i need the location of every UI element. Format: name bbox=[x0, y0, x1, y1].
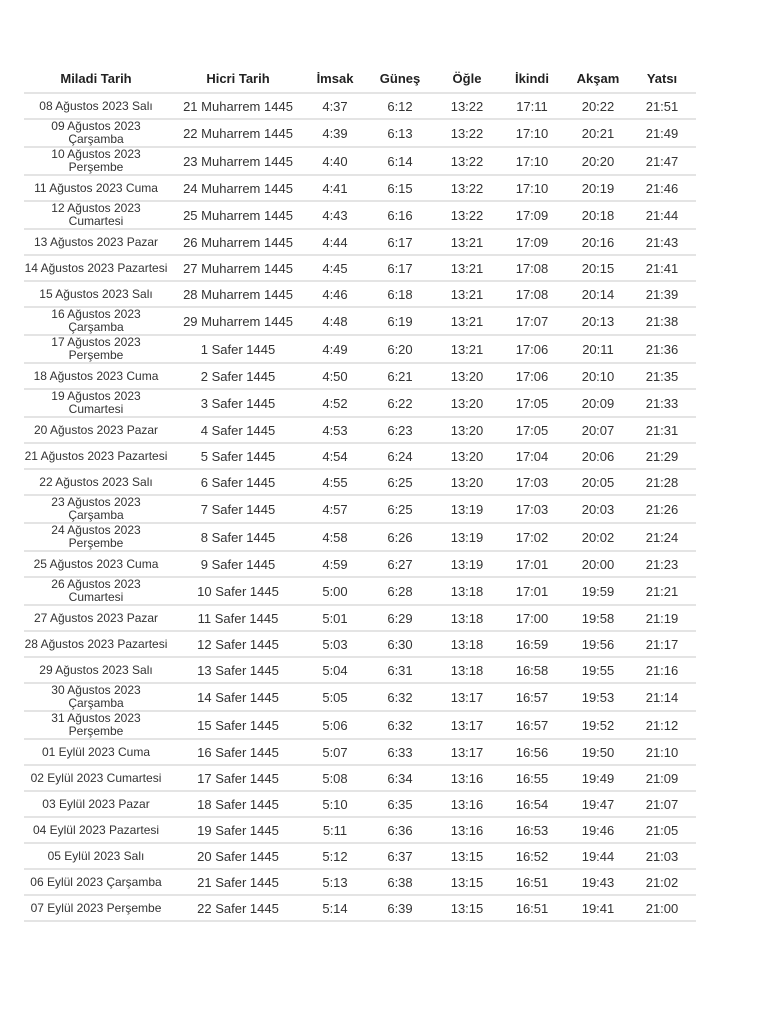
ogle-cell: 13:20 bbox=[438, 417, 496, 443]
imsak-cell: 5:08 bbox=[308, 765, 362, 791]
hicri-tarih-cell: 2 Safer 1445 bbox=[168, 363, 308, 389]
hicri-tarih-cell: 12 Safer 1445 bbox=[168, 631, 308, 657]
imsak-cell: 4:37 bbox=[308, 93, 362, 119]
header-imsak: İmsak bbox=[316, 70, 354, 86]
imsak-cell: 5:14 bbox=[308, 895, 362, 921]
ikindi-cell: 16:57 bbox=[496, 683, 568, 711]
yatsi-cell: 21:17 bbox=[628, 631, 696, 657]
ikindi-cell: 16:56 bbox=[496, 739, 568, 765]
miladi-tarih-cell: 02 Eylül 2023 Cumartesi bbox=[24, 765, 168, 791]
aksam-cell: 20:14 bbox=[568, 281, 628, 307]
imsak-cell: 4:55 bbox=[308, 469, 362, 495]
gunes-cell: 6:28 bbox=[362, 577, 438, 605]
yatsi-cell: 21:29 bbox=[628, 443, 696, 469]
imsak-cell: 5:10 bbox=[308, 791, 362, 817]
imsak-cell: 4:58 bbox=[308, 523, 362, 551]
imsak-cell: 4:45 bbox=[308, 255, 362, 281]
ikindi-cell: 17:02 bbox=[496, 523, 568, 551]
table-row bbox=[24, 895, 696, 921]
aksam-cell: 20:15 bbox=[568, 255, 628, 281]
hicri-tarih-cell: 11 Safer 1445 bbox=[168, 605, 308, 631]
imsak-cell: 5:06 bbox=[308, 711, 362, 739]
hicri-tarih-cell: 28 Muharrem 1445 bbox=[168, 281, 308, 307]
gunes-cell: 6:25 bbox=[362, 469, 438, 495]
ogle-cell: 13:17 bbox=[438, 683, 496, 711]
yatsi-cell: 21:07 bbox=[628, 791, 696, 817]
table-row bbox=[24, 443, 696, 469]
ikindi-cell: 17:03 bbox=[496, 495, 568, 523]
table-row bbox=[24, 307, 696, 335]
ogle-cell: 13:22 bbox=[438, 147, 496, 175]
gunes-cell: 6:18 bbox=[362, 281, 438, 307]
ikindi-cell: 17:01 bbox=[496, 551, 568, 577]
ogle-cell: 13:16 bbox=[438, 817, 496, 843]
table-row bbox=[24, 93, 696, 119]
ikindi-cell: 16:51 bbox=[496, 895, 568, 921]
yatsi-cell: 21:44 bbox=[628, 201, 696, 229]
aksam-cell: 19:56 bbox=[568, 631, 628, 657]
ikindi-cell: 17:09 bbox=[496, 229, 568, 255]
table-row bbox=[24, 631, 696, 657]
aksam-cell: 20:18 bbox=[568, 201, 628, 229]
ogle-cell: 13:22 bbox=[438, 201, 496, 229]
gunes-cell: 6:35 bbox=[362, 791, 438, 817]
ikindi-cell: 17:05 bbox=[496, 389, 568, 417]
header-aksam: Akşam bbox=[576, 70, 620, 86]
ikindi-cell: 17:10 bbox=[496, 119, 568, 147]
miladi-tarih-cell: 27 Ağustos 2023 Pazar bbox=[24, 605, 168, 631]
hicri-tarih-cell: 13 Safer 1445 bbox=[168, 657, 308, 683]
ogle-cell: 13:15 bbox=[438, 843, 496, 869]
ikindi-cell: 17:04 bbox=[496, 443, 568, 469]
yatsi-cell: 21:28 bbox=[628, 469, 696, 495]
aksam-cell: 20:10 bbox=[568, 363, 628, 389]
hicri-tarih-cell: 18 Safer 1445 bbox=[168, 791, 308, 817]
aksam-cell: 19:58 bbox=[568, 605, 628, 631]
gunes-cell: 6:38 bbox=[362, 869, 438, 895]
gunes-cell: 6:21 bbox=[362, 363, 438, 389]
aksam-cell: 19:53 bbox=[568, 683, 628, 711]
table-body bbox=[24, 93, 696, 921]
imsak-cell: 5:05 bbox=[308, 683, 362, 711]
yatsi-cell: 21:33 bbox=[628, 389, 696, 417]
imsak-cell: 4:44 bbox=[308, 229, 362, 255]
miladi-tarih-cell: 14 Ağustos 2023 Pazartesi bbox=[24, 255, 168, 281]
table-row bbox=[24, 255, 696, 281]
table-row bbox=[24, 335, 696, 363]
ogle-cell: 13:19 bbox=[438, 523, 496, 551]
imsak-cell: 4:43 bbox=[308, 201, 362, 229]
ikindi-cell: 17:08 bbox=[496, 255, 568, 281]
imsak-cell: 4:48 bbox=[308, 307, 362, 335]
imsak-cell: 5:12 bbox=[308, 843, 362, 869]
prayer-times-table bbox=[24, 64, 696, 922]
yatsi-cell: 21:24 bbox=[628, 523, 696, 551]
table-row bbox=[24, 229, 696, 255]
yatsi-cell: 21:31 bbox=[628, 417, 696, 443]
ogle-cell: 13:21 bbox=[438, 307, 496, 335]
ikindi-cell: 17:03 bbox=[496, 469, 568, 495]
imsak-cell: 4:54 bbox=[308, 443, 362, 469]
gunes-cell: 6:15 bbox=[362, 175, 438, 201]
yatsi-cell: 21:21 bbox=[628, 577, 696, 605]
hicri-tarih-cell: 17 Safer 1445 bbox=[168, 765, 308, 791]
gunes-cell: 6:37 bbox=[362, 843, 438, 869]
hicri-tarih-cell: 27 Muharrem 1445 bbox=[168, 255, 308, 281]
hicri-tarih-cell: 9 Safer 1445 bbox=[168, 551, 308, 577]
aksam-cell: 20:00 bbox=[568, 551, 628, 577]
ogle-cell: 13:22 bbox=[438, 119, 496, 147]
aksam-cell: 20:11 bbox=[568, 335, 628, 363]
ikindi-cell: 17:11 bbox=[496, 93, 568, 119]
hicri-tarih-cell: 3 Safer 1445 bbox=[168, 389, 308, 417]
miladi-tarih-cell: 10 Ağustos 2023 Perşembe bbox=[24, 147, 168, 175]
hicri-tarih-cell: 21 Safer 1445 bbox=[168, 869, 308, 895]
ikindi-cell: 17:10 bbox=[496, 147, 568, 175]
table-row bbox=[24, 119, 696, 147]
yatsi-cell: 21:26 bbox=[628, 495, 696, 523]
table-row bbox=[24, 577, 696, 605]
hicri-tarih-cell: 25 Muharrem 1445 bbox=[168, 201, 308, 229]
yatsi-cell: 21:12 bbox=[628, 711, 696, 739]
aksam-cell: 19:52 bbox=[568, 711, 628, 739]
imsak-cell: 5:04 bbox=[308, 657, 362, 683]
aksam-cell: 19:49 bbox=[568, 765, 628, 791]
table-row bbox=[24, 469, 696, 495]
gunes-cell: 6:22 bbox=[362, 389, 438, 417]
hicri-tarih-cell: 5 Safer 1445 bbox=[168, 443, 308, 469]
gunes-cell: 6:32 bbox=[362, 683, 438, 711]
gunes-cell: 6:32 bbox=[362, 711, 438, 739]
yatsi-cell: 21:05 bbox=[628, 817, 696, 843]
imsak-cell: 4:49 bbox=[308, 335, 362, 363]
aksam-cell: 20:06 bbox=[568, 443, 628, 469]
gunes-cell: 6:19 bbox=[362, 307, 438, 335]
ogle-cell: 13:20 bbox=[438, 389, 496, 417]
miladi-tarih-cell: 04 Eylül 2023 Pazartesi bbox=[24, 817, 168, 843]
header-gunes: Güneş bbox=[379, 70, 421, 86]
table-row bbox=[24, 765, 696, 791]
imsak-cell: 4:41 bbox=[308, 175, 362, 201]
imsak-cell: 4:57 bbox=[308, 495, 362, 523]
miladi-tarih-cell: 19 Ağustos 2023 Cumartesi bbox=[24, 389, 168, 417]
yatsi-cell: 21:43 bbox=[628, 229, 696, 255]
hicri-tarih-cell: 22 Safer 1445 bbox=[168, 895, 308, 921]
imsak-cell: 5:13 bbox=[308, 869, 362, 895]
hicri-tarih-cell: 24 Muharrem 1445 bbox=[168, 175, 308, 201]
miladi-tarih-cell: 26 Ağustos 2023 Cumartesi bbox=[24, 577, 168, 605]
gunes-cell: 6:36 bbox=[362, 817, 438, 843]
ikindi-cell: 16:53 bbox=[496, 817, 568, 843]
miladi-tarih-cell: 18 Ağustos 2023 Cuma bbox=[24, 363, 168, 389]
gunes-cell: 6:29 bbox=[362, 605, 438, 631]
hicri-tarih-cell: 15 Safer 1445 bbox=[168, 711, 308, 739]
hicri-tarih-cell: 7 Safer 1445 bbox=[168, 495, 308, 523]
yatsi-cell: 21:36 bbox=[628, 335, 696, 363]
aksam-cell: 20:19 bbox=[568, 175, 628, 201]
ogle-cell: 13:22 bbox=[438, 175, 496, 201]
yatsi-cell: 21:23 bbox=[628, 551, 696, 577]
gunes-cell: 6:14 bbox=[362, 147, 438, 175]
table-row bbox=[24, 175, 696, 201]
table-row bbox=[24, 605, 696, 631]
ogle-cell: 13:21 bbox=[438, 255, 496, 281]
miladi-tarih-cell: 23 Ağustos 2023 Çarşamba bbox=[24, 495, 168, 523]
imsak-cell: 4:53 bbox=[308, 417, 362, 443]
aksam-cell: 20:07 bbox=[568, 417, 628, 443]
aksam-cell: 20:21 bbox=[568, 119, 628, 147]
gunes-cell: 6:23 bbox=[362, 417, 438, 443]
gunes-cell: 6:25 bbox=[362, 495, 438, 523]
miladi-tarih-cell: 11 Ağustos 2023 Cuma bbox=[24, 175, 168, 201]
table-header bbox=[24, 64, 696, 93]
yatsi-cell: 21:46 bbox=[628, 175, 696, 201]
miladi-tarih-cell: 06 Eylül 2023 Çarşamba bbox=[24, 869, 168, 895]
yatsi-cell: 21:49 bbox=[628, 119, 696, 147]
ogle-cell: 13:19 bbox=[438, 495, 496, 523]
miladi-tarih-cell: 29 Ağustos 2023 Salı bbox=[24, 657, 168, 683]
gunes-cell: 6:27 bbox=[362, 551, 438, 577]
table-row bbox=[24, 551, 696, 577]
ogle-cell: 13:18 bbox=[438, 577, 496, 605]
hicri-tarih-cell: 14 Safer 1445 bbox=[168, 683, 308, 711]
imsak-cell: 5:07 bbox=[308, 739, 362, 765]
imsak-cell: 5:03 bbox=[308, 631, 362, 657]
table-row bbox=[24, 417, 696, 443]
ogle-cell: 13:18 bbox=[438, 605, 496, 631]
miladi-tarih-cell: 24 Ağustos 2023 Perşembe bbox=[24, 523, 168, 551]
table-row bbox=[24, 389, 696, 417]
imsak-cell: 4:40 bbox=[308, 147, 362, 175]
aksam-cell: 19:50 bbox=[568, 739, 628, 765]
header-hicri-tarih: Hicri Tarih bbox=[206, 70, 270, 86]
ikindi-cell: 16:51 bbox=[496, 869, 568, 895]
ikindi-cell: 16:59 bbox=[496, 631, 568, 657]
table-row bbox=[24, 147, 696, 175]
imsak-cell: 4:52 bbox=[308, 389, 362, 417]
aksam-cell: 20:05 bbox=[568, 469, 628, 495]
miladi-tarih-cell: 28 Ağustos 2023 Pazartesi bbox=[24, 631, 168, 657]
table-row bbox=[24, 683, 696, 711]
hicri-tarih-cell: 16 Safer 1445 bbox=[168, 739, 308, 765]
yatsi-cell: 21:02 bbox=[628, 869, 696, 895]
table-row bbox=[24, 711, 696, 739]
miladi-tarih-cell: 25 Ağustos 2023 Cuma bbox=[24, 551, 168, 577]
ogle-cell: 13:20 bbox=[438, 363, 496, 389]
miladi-tarih-cell: 05 Eylül 2023 Salı bbox=[24, 843, 168, 869]
aksam-cell: 19:44 bbox=[568, 843, 628, 869]
gunes-cell: 6:34 bbox=[362, 765, 438, 791]
ogle-cell: 13:18 bbox=[438, 657, 496, 683]
ikindi-cell: 16:58 bbox=[496, 657, 568, 683]
ogle-cell: 13:20 bbox=[438, 469, 496, 495]
gunes-cell: 6:31 bbox=[362, 657, 438, 683]
ogle-cell: 13:19 bbox=[438, 551, 496, 577]
ogle-cell: 13:18 bbox=[438, 631, 496, 657]
header-ikindi: İkindi bbox=[515, 70, 549, 86]
hicri-tarih-cell: 19 Safer 1445 bbox=[168, 817, 308, 843]
header-ogle: Öğle bbox=[452, 70, 482, 86]
ogle-cell: 13:16 bbox=[438, 765, 496, 791]
aksam-cell: 20:22 bbox=[568, 93, 628, 119]
yatsi-cell: 21:09 bbox=[628, 765, 696, 791]
table-row bbox=[24, 843, 696, 869]
table-row bbox=[24, 495, 696, 523]
yatsi-cell: 21:16 bbox=[628, 657, 696, 683]
ikindi-cell: 16:55 bbox=[496, 765, 568, 791]
aksam-cell: 19:43 bbox=[568, 869, 628, 895]
miladi-tarih-cell: 31 Ağustos 2023 Perşembe bbox=[24, 711, 168, 739]
miladi-tarih-cell: 22 Ağustos 2023 Salı bbox=[24, 469, 168, 495]
ogle-cell: 13:17 bbox=[438, 739, 496, 765]
hicri-tarih-cell: 26 Muharrem 1445 bbox=[168, 229, 308, 255]
imsak-cell: 5:01 bbox=[308, 605, 362, 631]
miladi-tarih-cell: 08 Ağustos 2023 Salı bbox=[24, 93, 168, 119]
gunes-cell: 6:26 bbox=[362, 523, 438, 551]
yatsi-cell: 21:00 bbox=[628, 895, 696, 921]
miladi-tarih-cell: 20 Ağustos 2023 Pazar bbox=[24, 417, 168, 443]
header-yatsi: Yatsı bbox=[646, 70, 678, 86]
imsak-cell: 4:39 bbox=[308, 119, 362, 147]
ogle-cell: 13:15 bbox=[438, 869, 496, 895]
yatsi-cell: 21:10 bbox=[628, 739, 696, 765]
yatsi-cell: 21:19 bbox=[628, 605, 696, 631]
ogle-cell: 13:17 bbox=[438, 711, 496, 739]
hicri-tarih-cell: 23 Muharrem 1445 bbox=[168, 147, 308, 175]
miladi-tarih-cell: 17 Ağustos 2023 Perşembe bbox=[24, 335, 168, 363]
ikindi-cell: 16:57 bbox=[496, 711, 568, 739]
aksam-cell: 20:02 bbox=[568, 523, 628, 551]
ogle-cell: 13:15 bbox=[438, 895, 496, 921]
ikindi-cell: 16:52 bbox=[496, 843, 568, 869]
ogle-cell: 13:21 bbox=[438, 229, 496, 255]
hicri-tarih-cell: 10 Safer 1445 bbox=[168, 577, 308, 605]
gunes-cell: 6:33 bbox=[362, 739, 438, 765]
miladi-tarih-cell: 21 Ağustos 2023 Pazartesi bbox=[24, 443, 168, 469]
ikindi-cell: 17:09 bbox=[496, 201, 568, 229]
miladi-tarih-cell: 16 Ağustos 2023 Çarşamba bbox=[24, 307, 168, 335]
header-row bbox=[24, 64, 696, 93]
aksam-cell: 20:03 bbox=[568, 495, 628, 523]
yatsi-cell: 21:51 bbox=[628, 93, 696, 119]
hicri-tarih-cell: 6 Safer 1445 bbox=[168, 469, 308, 495]
yatsi-cell: 21:47 bbox=[628, 147, 696, 175]
miladi-tarih-cell: 15 Ağustos 2023 Salı bbox=[24, 281, 168, 307]
ikindi-cell: 17:07 bbox=[496, 307, 568, 335]
table-row bbox=[24, 363, 696, 389]
aksam-cell: 20:13 bbox=[568, 307, 628, 335]
imsak-cell: 4:50 bbox=[308, 363, 362, 389]
miladi-tarih-cell: 03 Eylül 2023 Pazar bbox=[24, 791, 168, 817]
aksam-cell: 19:47 bbox=[568, 791, 628, 817]
hicri-tarih-cell: 21 Muharrem 1445 bbox=[168, 93, 308, 119]
aksam-cell: 19:46 bbox=[568, 817, 628, 843]
yatsi-cell: 21:03 bbox=[628, 843, 696, 869]
miladi-tarih-cell: 09 Ağustos 2023 Çarşamba bbox=[24, 119, 168, 147]
hicri-tarih-cell: 1 Safer 1445 bbox=[168, 335, 308, 363]
miladi-tarih-cell: 01 Eylül 2023 Cuma bbox=[24, 739, 168, 765]
yatsi-cell: 21:14 bbox=[628, 683, 696, 711]
ogle-cell: 13:20 bbox=[438, 443, 496, 469]
hicri-tarih-cell: 4 Safer 1445 bbox=[168, 417, 308, 443]
ikindi-cell: 17:06 bbox=[496, 335, 568, 363]
ikindi-cell: 17:00 bbox=[496, 605, 568, 631]
header-miladi-tarih: Miladi Tarih bbox=[60, 70, 132, 86]
ogle-cell: 13:21 bbox=[438, 335, 496, 363]
table-row bbox=[24, 523, 696, 551]
ikindi-cell: 17:10 bbox=[496, 175, 568, 201]
hicri-tarih-cell: 8 Safer 1445 bbox=[168, 523, 308, 551]
table-row bbox=[24, 657, 696, 683]
table-row bbox=[24, 817, 696, 843]
yatsi-cell: 21:38 bbox=[628, 307, 696, 335]
gunes-cell: 6:17 bbox=[362, 255, 438, 281]
yatsi-cell: 21:39 bbox=[628, 281, 696, 307]
hicri-tarih-cell: 29 Muharrem 1445 bbox=[168, 307, 308, 335]
hicri-tarih-cell: 20 Safer 1445 bbox=[168, 843, 308, 869]
miladi-tarih-cell: 12 Ağustos 2023 Cumartesi bbox=[24, 201, 168, 229]
hicri-tarih-cell: 22 Muharrem 1445 bbox=[168, 119, 308, 147]
ogle-cell: 13:22 bbox=[438, 93, 496, 119]
imsak-cell: 4:59 bbox=[308, 551, 362, 577]
gunes-cell: 6:30 bbox=[362, 631, 438, 657]
ikindi-cell: 17:05 bbox=[496, 417, 568, 443]
table-row bbox=[24, 281, 696, 307]
yatsi-cell: 21:35 bbox=[628, 363, 696, 389]
aksam-cell: 19:55 bbox=[568, 657, 628, 683]
ikindi-cell: 17:01 bbox=[496, 577, 568, 605]
imsak-cell: 5:00 bbox=[308, 577, 362, 605]
table-row bbox=[24, 791, 696, 817]
aksam-cell: 20:09 bbox=[568, 389, 628, 417]
gunes-cell: 6:12 bbox=[362, 93, 438, 119]
gunes-cell: 6:20 bbox=[362, 335, 438, 363]
table-row bbox=[24, 201, 696, 229]
aksam-cell: 19:59 bbox=[568, 577, 628, 605]
ikindi-cell: 17:06 bbox=[496, 363, 568, 389]
imsak-cell: 5:11 bbox=[308, 817, 362, 843]
aksam-cell: 20:16 bbox=[568, 229, 628, 255]
aksam-cell: 19:41 bbox=[568, 895, 628, 921]
miladi-tarih-cell: 07 Eylül 2023 Perşembe bbox=[24, 895, 168, 921]
gunes-cell: 6:24 bbox=[362, 443, 438, 469]
gunes-cell: 6:39 bbox=[362, 895, 438, 921]
ogle-cell: 13:16 bbox=[438, 791, 496, 817]
yatsi-cell: 21:41 bbox=[628, 255, 696, 281]
miladi-tarih-cell: 13 Ağustos 2023 Pazar bbox=[24, 229, 168, 255]
gunes-cell: 6:16 bbox=[362, 201, 438, 229]
ogle-cell: 13:21 bbox=[438, 281, 496, 307]
table-row bbox=[24, 869, 696, 895]
imsak-cell: 4:46 bbox=[308, 281, 362, 307]
ikindi-cell: 17:08 bbox=[496, 281, 568, 307]
aksam-cell: 20:20 bbox=[568, 147, 628, 175]
gunes-cell: 6:13 bbox=[362, 119, 438, 147]
ikindi-cell: 16:54 bbox=[496, 791, 568, 817]
table-row bbox=[24, 739, 696, 765]
miladi-tarih-cell: 30 Ağustos 2023 Çarşamba bbox=[24, 683, 168, 711]
gunes-cell: 6:17 bbox=[362, 229, 438, 255]
